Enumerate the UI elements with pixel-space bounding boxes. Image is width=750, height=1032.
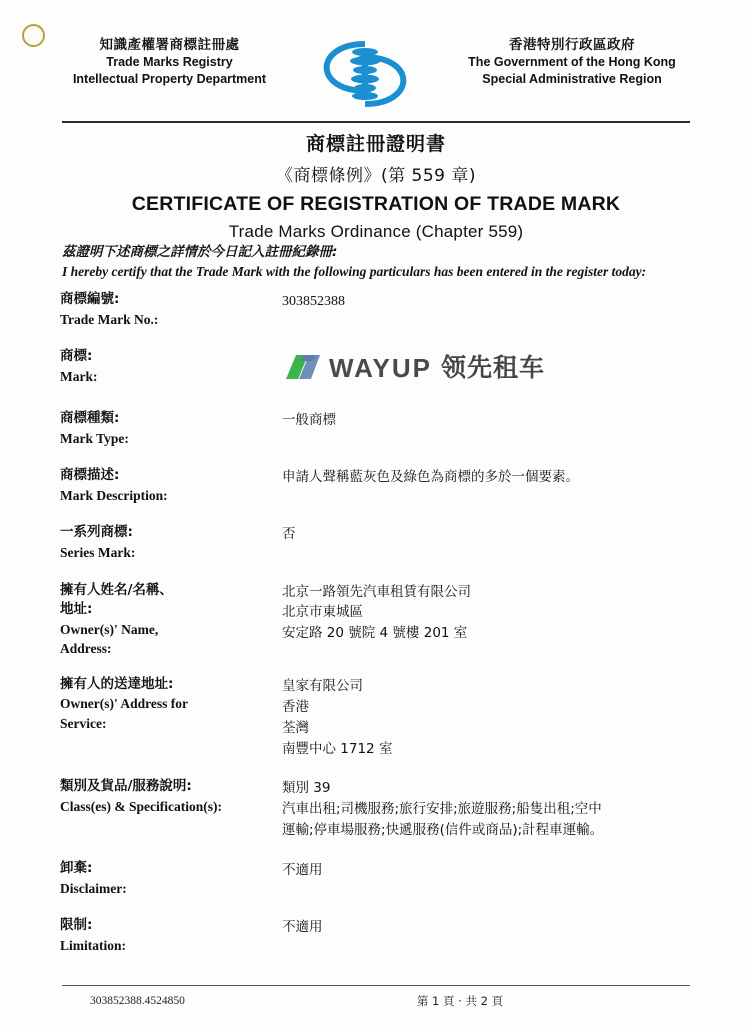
service-address-line: 皇家有限公司: [282, 677, 363, 694]
government-name-english-line1: The Government of the Hong Kong: [468, 55, 676, 70]
label-limitation: [60, 916, 282, 955]
label-chinese: 商標描述:: [60, 467, 120, 484]
footer-page-info: 第 1 頁 · 共 2 頁: [416, 994, 504, 1008]
label-chinese: 擁有人的送達地址:: [60, 675, 174, 692]
label-english: Series Mark:: [60, 544, 136, 560]
label-chinese: 類別及貨品/服務說明:: [60, 778, 192, 795]
certificate-title-block: [62, 129, 690, 242]
label-chinese: 限制:: [60, 917, 93, 934]
value-mark-description: 申請人聲稱藍灰色及綠色為商標的多於一個要素。: [282, 469, 579, 486]
label-chinese: 一系列商標:: [60, 524, 133, 541]
header-divider: [62, 121, 690, 123]
specification-line: 運輸;停車場服務;快遞服務(信件或商品);計程車運輸。: [282, 822, 604, 839]
particulars-list: [60, 290, 692, 971]
government-name-english-line2: Special Administrative Region: [482, 72, 662, 87]
label-chinese: 商標編號:: [60, 291, 120, 307]
label-mark: [60, 347, 282, 386]
label-english: Mark Description:: [60, 487, 168, 503]
label-english: Limitation:: [60, 937, 126, 953]
certify-statement-chinese: 茲證明下述商標之詳情於今日記入註冊紀錄冊:: [62, 244, 338, 260]
value-mark: [282, 347, 692, 389]
header-government-block: [452, 36, 692, 88]
field-row-disclaimer: [60, 859, 692, 898]
field-row-class-and-specification: [60, 777, 692, 841]
service-address-line: 香港: [282, 698, 309, 715]
ordinance-english: Trade Marks Ordinance (Chapter 559): [228, 222, 524, 241]
value-class-and-specification: [282, 777, 692, 841]
field-row-trade-mark-no: [60, 290, 692, 329]
footer-reference: 303852388.4524850: [90, 995, 185, 1007]
label-english-line1: Owner(s)' Address for: [60, 696, 188, 712]
label-mark-description: [60, 466, 282, 505]
field-row-mark-description: [60, 466, 692, 505]
label-chinese: 商標:: [60, 348, 93, 365]
service-address-line: 南豐中心 1712 室: [282, 740, 393, 757]
registry-name-english-line1: Trade Marks Registry: [106, 55, 233, 70]
field-row-series-mark: [60, 523, 692, 562]
specification-line: 汽車出租;司機服務;旅行安排;旅遊服務;船隻出租;空中: [282, 801, 602, 818]
document-header: [62, 36, 692, 114]
title-english: CERTIFICATE OF REGISTRATION OF TRADE MARK: [131, 193, 621, 215]
class-line: 類別 39: [282, 780, 331, 797]
label-owner-address-for-service: [60, 675, 282, 734]
label-english: Mark Type:: [60, 430, 129, 446]
owner-line: 安定路 20 號院 4 號樓 201 室: [282, 625, 468, 642]
value-trade-mark-no: 303852388: [282, 294, 345, 309]
value-series-mark: 否: [282, 526, 296, 543]
label-trade-mark-no: [60, 290, 282, 329]
value-limitation: 不適用: [282, 919, 323, 936]
label-chinese: 商標種類:: [60, 410, 120, 427]
service-address-line: 荃灣: [282, 719, 309, 736]
footer-divider: [62, 985, 690, 986]
certify-statement: [62, 240, 690, 280]
wayup-arrow-icon: [282, 351, 320, 385]
label-class-and-specification: [60, 777, 282, 816]
label-english-line2: Address:: [60, 641, 112, 657]
label-owner-name-address: [60, 581, 282, 659]
field-row-owner-name-address: [60, 581, 692, 659]
value-disclaimer: 不適用: [282, 862, 323, 879]
mark-chinese-text: 领先租车: [440, 352, 545, 382]
label-english-line1: Owner(s)' Name,: [60, 621, 159, 637]
label-chinese: 卸棄:: [60, 860, 93, 877]
value-owner-name-address: [282, 581, 692, 645]
mark-wordmark: WAYUP: [329, 352, 432, 383]
label-disclaimer: [60, 859, 282, 898]
owner-line: 北京一路領先汽車租賃有限公司: [282, 583, 471, 600]
document-footer: [62, 993, 690, 1009]
label-english: Class(es) & Specification(s):: [60, 799, 222, 814]
label-english: Disclaimer:: [60, 880, 127, 896]
field-row-mark: [60, 347, 692, 389]
owner-line: 北京市東城區: [282, 604, 363, 621]
government-name-chinese: 香港特別行政區政府: [509, 37, 635, 53]
punch-hole-mark: [22, 24, 45, 47]
label-chinese-line2: 地址:: [60, 601, 93, 618]
hksar-brand-logo-icon: [310, 36, 420, 112]
trade-mark-artwork: [282, 347, 692, 389]
field-row-mark-type: [60, 409, 692, 448]
field-row-owner-address-for-service: [60, 675, 692, 760]
field-row-limitation: [60, 916, 692, 955]
value-mark-type: 一般商標: [282, 412, 336, 429]
certify-statement-english: I hereby certify that the Trade Mark with the following particulars has been entered in the register today:: [62, 264, 647, 279]
label-english: Trade Mark No.:: [60, 311, 159, 327]
label-english: Mark:: [60, 368, 98, 384]
ordinance-chinese: 《商標條例》(第 559 章): [275, 166, 477, 186]
label-mark-type: [60, 409, 282, 448]
registry-name-english-line2: Intellectual Property Department: [72, 72, 267, 87]
label-english-line2: Service:: [60, 715, 107, 731]
label-series-mark: [60, 523, 282, 562]
title-chinese: 商標註冊證明書: [305, 133, 446, 155]
value-owner-address-for-service: [282, 675, 692, 760]
header-registry-block: [62, 36, 277, 88]
label-chinese-line1: 擁有人姓名/名稱、: [60, 581, 173, 598]
registry-name-chinese: 知識產權署商標註冊處: [99, 37, 240, 53]
